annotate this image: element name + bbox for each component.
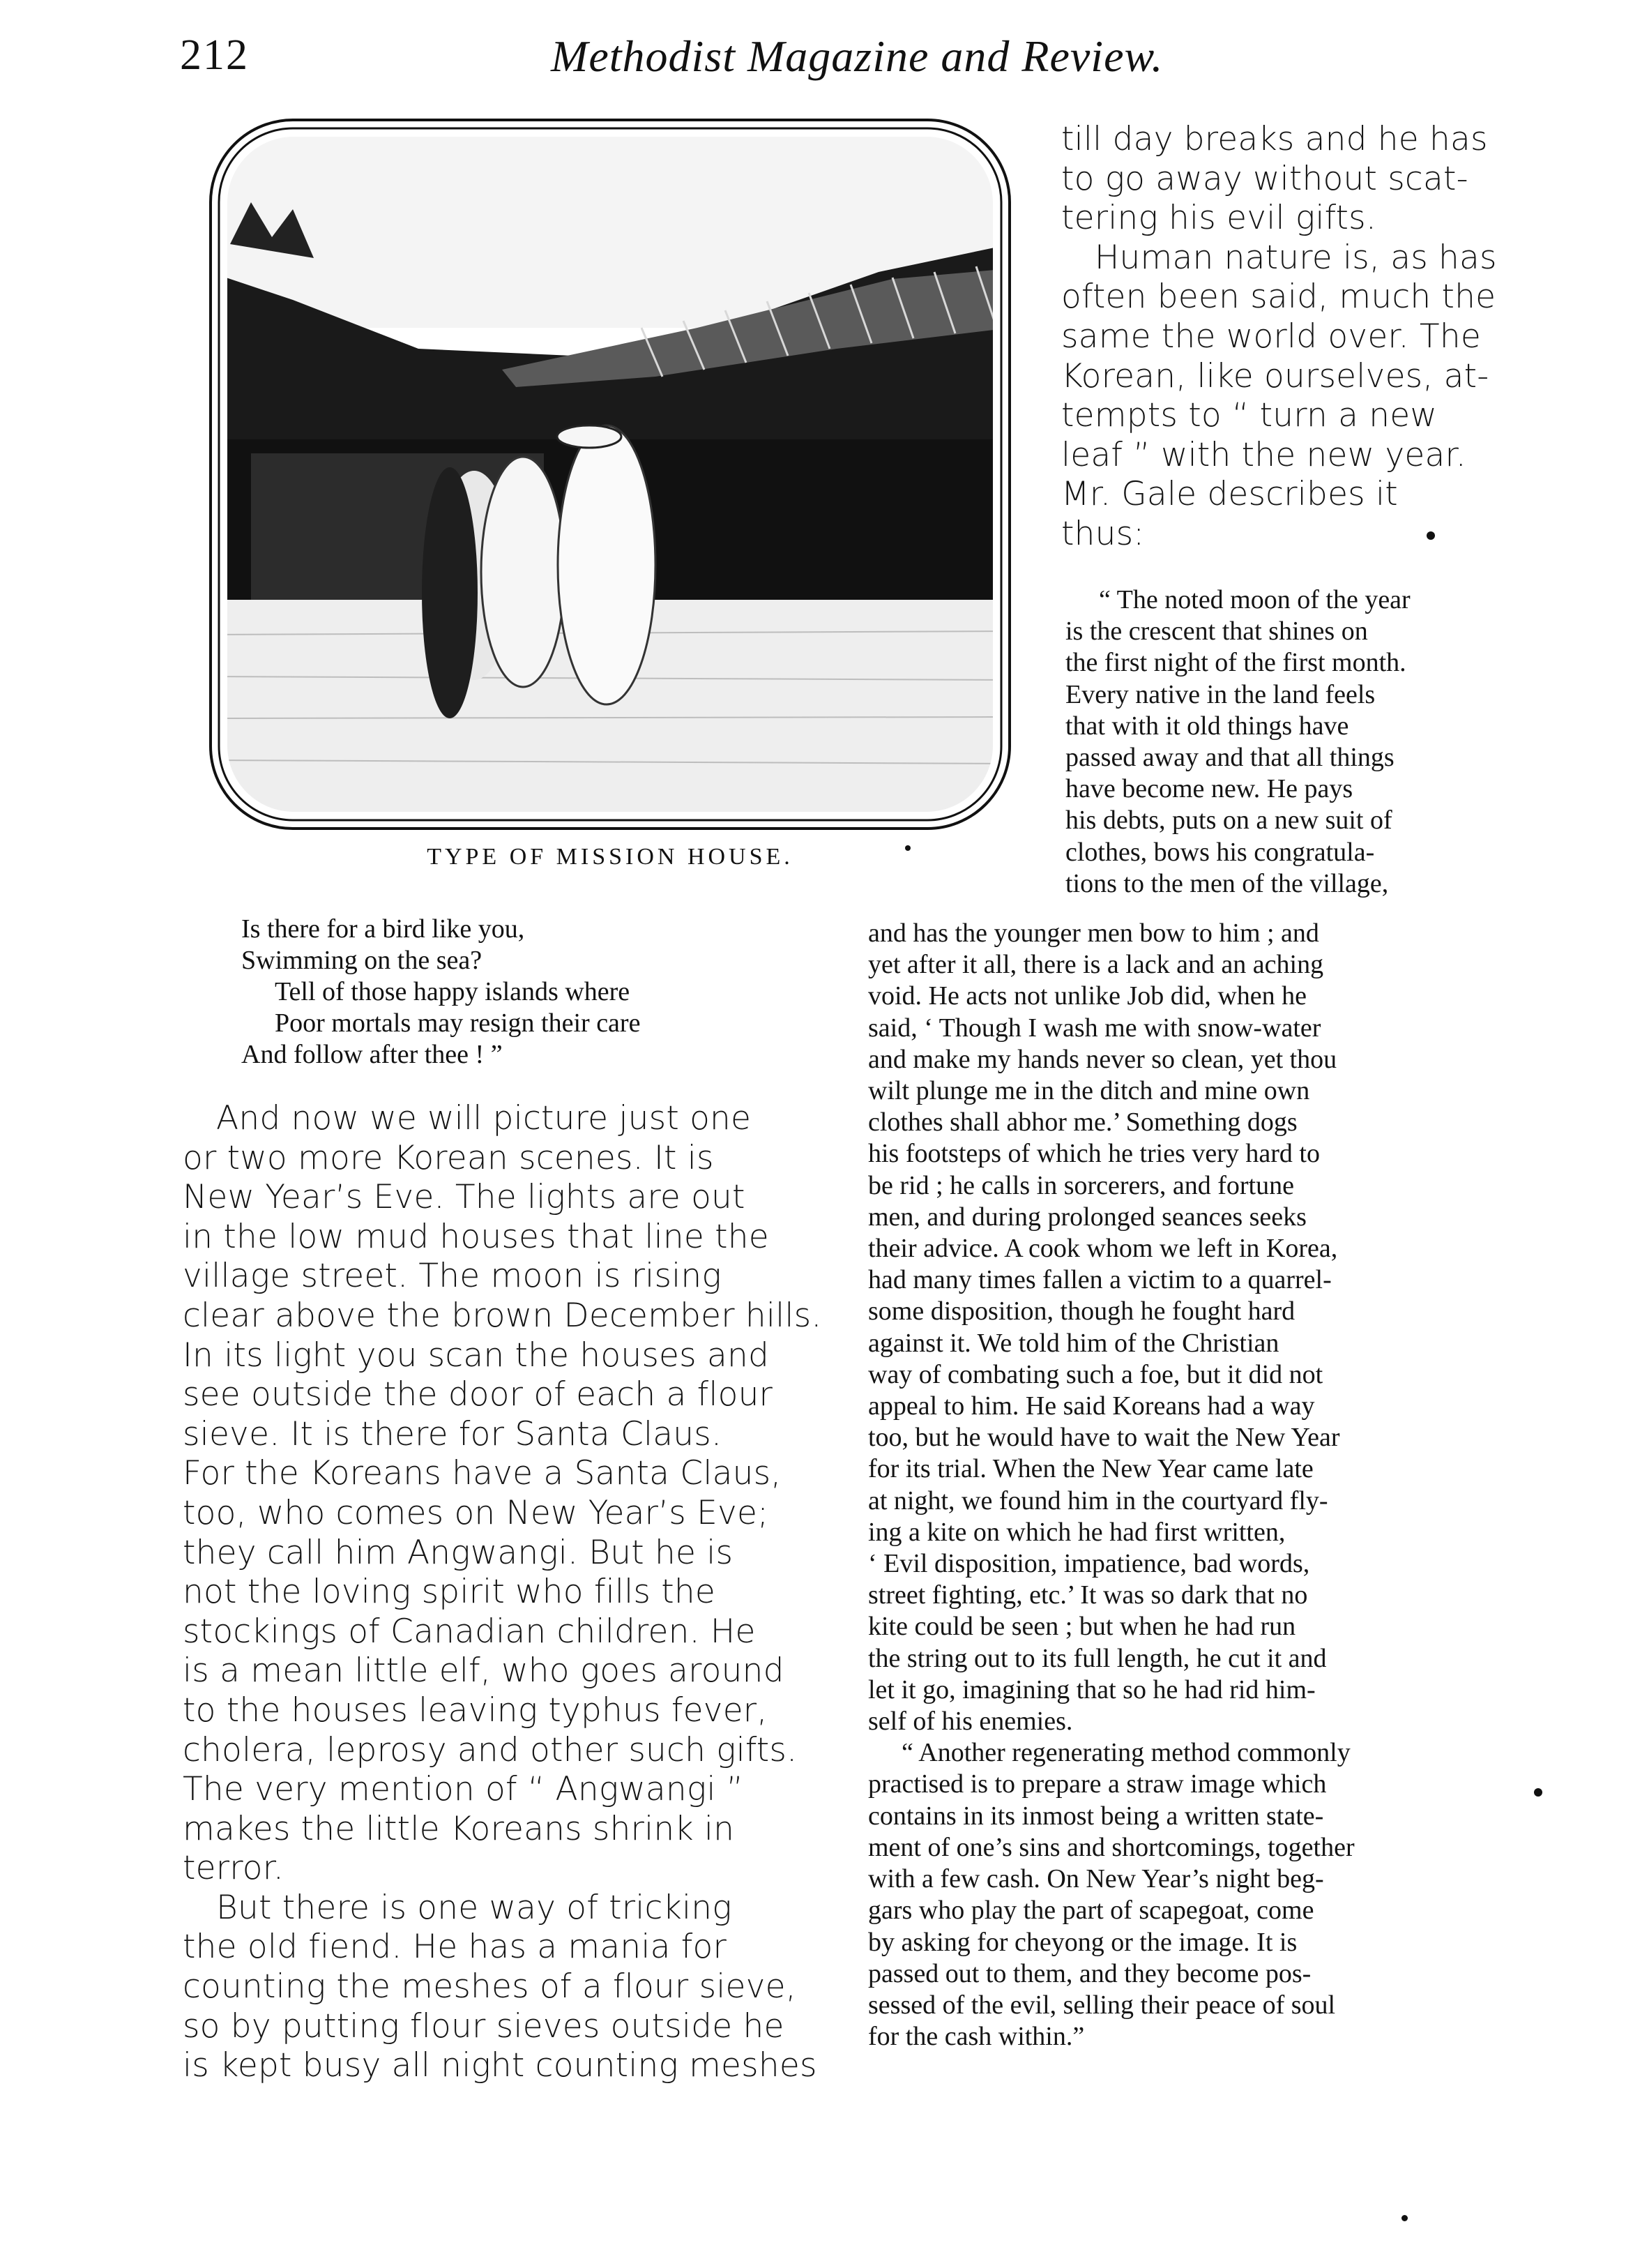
text-line: thus: (1061, 514, 1145, 553)
text-line: Every native in the land feels (1065, 679, 1376, 709)
text-line: street fighting, etc.’ It was so dark that no (868, 1580, 1308, 1610)
page-number: 212 (180, 31, 249, 79)
text-line: appeal to him. He said Koreans had a way (868, 1391, 1315, 1421)
text-line: his footsteps of which he tries very hard to (868, 1139, 1320, 1169)
text-line: so by putting flour sieves outside he (183, 2006, 784, 2046)
text-line: In its light you scan the houses and (183, 1336, 769, 1375)
text-line: at night, we found him in the courtyard fly- (868, 1485, 1328, 1515)
text-line: clothes, bows his congratula- (1065, 837, 1375, 867)
text-line: they call him Angwangi. But he is (183, 1533, 734, 1572)
text-line: sieve. It is there for Santa Claus. (183, 1414, 722, 1453)
ink-dot (1534, 1788, 1542, 1797)
text-line: their advice. A cook whom we left in Korea, (868, 1234, 1338, 1264)
text-line: Mr. Gale describes it (1061, 475, 1398, 514)
ink-dot (1401, 2215, 1408, 2221)
poem-stanza (241, 914, 869, 1071)
text-line: with a few cash. On New Year’s night beg- (868, 1864, 1324, 1894)
text-line: stockings of Canadian children. He (183, 1612, 756, 1651)
quote-column-bottom (868, 918, 1524, 2052)
text-line: passed away and that all things (1065, 743, 1395, 773)
text-line: village street. The moon is rising (183, 1257, 722, 1296)
text-line: too, who comes on New Year’s Eve; (183, 1493, 769, 1532)
ink-dot (1427, 531, 1435, 540)
text-line: tering his evil gifts. (1061, 199, 1376, 238)
text-line: Human nature is, as has (1095, 238, 1497, 277)
text-line: men, and during prolonged seances seeks (868, 1202, 1307, 1232)
text-line: or two more Korean scenes. It is (183, 1138, 714, 1177)
poem-line: And follow after thee ! ” (241, 1040, 503, 1069)
text-line: Korean, like ourselves, at- (1061, 356, 1489, 395)
text-line: tions to the men of the village, (1065, 868, 1389, 898)
text-line: that with it old things have (1065, 711, 1349, 741)
text-line: “ The noted moon of the year (1099, 585, 1411, 614)
poem-line: Swimming on the sea? (241, 946, 483, 975)
text-line: for the cash within.” (868, 2022, 1085, 2052)
text-line: to go away without scat- (1061, 159, 1468, 198)
text-line: see outside the door of each a flour (183, 1375, 773, 1414)
poem-line: Is there for a bird like you, (241, 914, 525, 944)
text-line: tempts to “ turn a new (1061, 396, 1437, 435)
text-line: against it. We told him of the Christian (868, 1328, 1279, 1358)
text-line: not the loving spirit who fills the (183, 1573, 715, 1612)
text-line: ment of one’s sins and shortcomings, together (868, 1832, 1355, 1862)
text-line: void. He acts not unlike Job did, when he (868, 981, 1307, 1011)
text-line: counting the meshes of a flour sieve, (183, 1967, 796, 2006)
text-line: cholera, leprosy and other such gifts. (183, 1730, 798, 1769)
ink-dot (905, 845, 911, 851)
text-line: The very mention of “ Angwangi ” (183, 1770, 744, 1809)
text-line: ‘ Evil disposition, impatience, bad words, (868, 1549, 1310, 1579)
text-line: by asking for cheyong or the image. It is (868, 1927, 1298, 1957)
text-line: often been said, much the (1061, 278, 1496, 317)
text-line: passed out to them, and they become pos- (868, 1958, 1312, 1988)
text-line: and make my hands never so clean, yet thou (868, 1044, 1337, 1074)
text-line: But there is one way of tricking (216, 1888, 732, 1927)
text-line: And now we will picture just one (216, 1099, 752, 1137)
text-line: practised is to prepare a straw image which (868, 1769, 1327, 1799)
text-line: the old fiend. He has a mania for (183, 1928, 727, 1967)
text-line: till day breaks and he has (1061, 120, 1488, 158)
text-line: is a mean little elf, who goes around (183, 1651, 784, 1691)
quote-column-top (1065, 584, 1522, 900)
text-line: had many times fallen a victim to a quarrel- (868, 1265, 1332, 1295)
text-line: leaf ” with the new year. (1061, 435, 1466, 474)
text-line: the first night of the first month. (1065, 648, 1406, 678)
mission-house-photo (209, 119, 1011, 830)
text-line: some disposition, though he fought hard (868, 1296, 1296, 1326)
running-head-title: Methodist Magazine and Review. (551, 31, 1164, 81)
text-line: makes the little Koreans shrink in (183, 1809, 735, 1848)
text-line: in the low mud houses that line the (183, 1217, 769, 1256)
text-line: have become new. He pays (1065, 774, 1353, 804)
poem-line: Poor mortals may resign their care (275, 1008, 641, 1038)
text-line: way of combating such a foe, but it did not (868, 1359, 1323, 1389)
poem-line: Tell of those happy islands where (275, 977, 630, 1006)
text-line: clothes shall abhor me.’ Something dogs (868, 1107, 1298, 1137)
text-line: same the world over. The (1061, 317, 1481, 356)
text-line: New Year’s Eve. The lights are out (183, 1178, 745, 1217)
text-line: be rid ; he calls in sorcerers, and fortune (868, 1170, 1294, 1200)
text-line: self of his enemies. (868, 1707, 1073, 1737)
text-line: clear above the brown December hills. (183, 1296, 822, 1335)
text-line: For the Koreans have a Santa Claus, (183, 1454, 782, 1493)
left-column-main (183, 1099, 824, 2086)
text-line: for its trial. When the New Year came late (868, 1454, 1314, 1484)
text-line: ing a kite on which he had first written, (868, 1517, 1286, 1547)
text-line: is the crescent that shines on (1065, 617, 1368, 647)
text-line: contains in its inmost being a written state- (868, 1801, 1324, 1831)
figure-caption: TYPE OF MISSION HOUSE. (427, 844, 793, 870)
text-line: gars who play the part of scapegoat, come (868, 1896, 1314, 1926)
text-line: sessed of the evil, selling their peace of soul (868, 1990, 1336, 2020)
text-line: terror. (183, 1849, 284, 1888)
text-line: yet after it all, there is a lack and an aching (868, 950, 1324, 980)
right-column-top (1061, 120, 1507, 554)
text-line: said, ‘ Though I wash me with snow-water (868, 1013, 1321, 1043)
text-line: is kept busy all night counting meshes (183, 2046, 817, 2085)
text-line: “ Another regenerating method commonly (902, 1738, 1351, 1768)
text-line: the string out to its full length, he cut it and (868, 1643, 1327, 1673)
text-line: and has the younger men bow to him ; and (868, 918, 1319, 948)
text-line: let it go, imagining that so he had rid him- (868, 1674, 1316, 1704)
text-line: his debts, puts on a new suit of (1065, 806, 1392, 836)
text-line: to the houses leaving typhus fever, (183, 1691, 768, 1730)
text-line: kite could be seen ; but when he had run (868, 1612, 1296, 1642)
text-line: too, but he would have to wait the New Year (868, 1423, 1340, 1453)
text-line: wilt plunge me in the ditch and mine own (868, 1076, 1310, 1106)
